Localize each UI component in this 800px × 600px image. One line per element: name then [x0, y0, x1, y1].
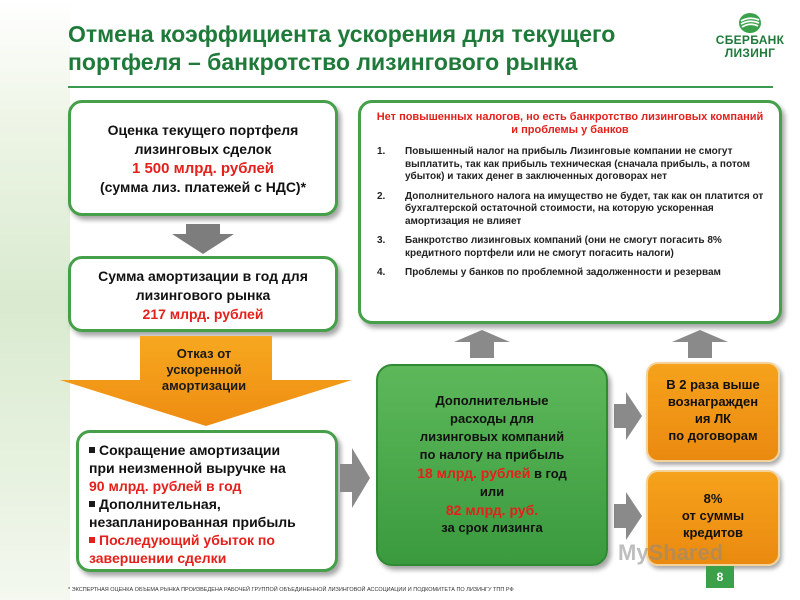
refusal-line-3: амортизации [161, 378, 247, 393]
gray-arrow-up-icon [672, 330, 728, 358]
expenses-line-2: расходы для [450, 411, 534, 426]
effect-1-line-1: Сокращение амортизации [99, 442, 281, 458]
expenses-line-7: за срок лизинга [441, 520, 543, 535]
bullet-square-icon [89, 501, 95, 507]
effect-item-3 [89, 531, 335, 549]
effect-3-line-1: Последующий убыток по [99, 532, 275, 548]
credit-line-3: кредитов [682, 525, 744, 540]
expenses-line-3: лизинговых компаний [419, 429, 565, 444]
title-line-1: Отмена коэффициента ускорения для текущего [68, 21, 616, 47]
bullet-square-icon [89, 537, 95, 543]
expenses-line-5: в год [530, 466, 567, 481]
title-line-2: портфеля – банкротство лизингового рынка [68, 49, 578, 75]
reward-line-2: вознагражден [667, 394, 759, 409]
expenses-line-4: по налогу на прибыль [419, 447, 565, 462]
effect-1-amount: 90 млрд. рублей в год [89, 478, 242, 494]
consequences-box [358, 100, 782, 324]
effect-2-line-1: Дополнительная, [99, 496, 221, 512]
gray-arrow-up-icon [454, 330, 510, 358]
amortization-sum-box [68, 256, 338, 332]
consequences-header: Нет повышенных налогов, но есть банкротство лизинговых компаний и проблемы у банков [376, 111, 764, 136]
reward-line-3: ия ЛК [694, 411, 732, 426]
refusal-line-2: ускоренной [166, 362, 242, 377]
sberbank-logo-icon [737, 12, 763, 34]
list-item-text: Дополнительного налога на имущество не будет, так как он платится от бухгалтерской остаточной стоимости, на которую ускоренная амортизация не влияет [405, 190, 764, 227]
portfolio-line-2: лизинговых сделок [134, 141, 272, 157]
effect-2-line-2: незапланированная прибыль [89, 514, 296, 530]
gray-arrow-down-icon [172, 224, 234, 254]
logo-text-line-2: ЛИЗИНГ [724, 46, 776, 60]
list-item-number: 4. [377, 267, 386, 278]
list-item-number: 2. [377, 190, 386, 202]
reward-line-1: В 2 раза выше [666, 377, 760, 392]
list-item-text: Банкротство лизинговых компаний (они не смогут погасить 8% кредитного портфели или не смогут погасить налоги) [405, 235, 722, 259]
gray-arrow-right-icon [614, 392, 642, 440]
credit-line-1: 8% [703, 491, 723, 506]
credit-line-2: от суммы [681, 508, 745, 523]
decorative-background [0, 0, 70, 600]
reward-box [646, 362, 780, 462]
page-number: 8 [706, 566, 734, 588]
effect-item-2 [89, 495, 335, 513]
list-item [375, 267, 765, 280]
logo-text-line-1: СБЕРБАНК [715, 33, 785, 47]
portfolio-line-1: Оценка текущего портфеля [107, 122, 299, 138]
title-divider [68, 86, 773, 88]
effect-1-line-2: при неизменной выручке на [89, 460, 286, 476]
consequences-list [375, 146, 765, 280]
list-item-text: Проблемы у банков по проблемной задолженности и резервам [405, 267, 721, 278]
amortization-line-2: лизингового рынка [135, 287, 271, 303]
effect-3-line-2: завершении сделки [89, 550, 227, 566]
gray-arrow-right-icon [340, 448, 370, 508]
bullet-square-icon [89, 447, 95, 453]
watermark: MyShared [618, 540, 724, 565]
effects-box [76, 430, 338, 572]
expenses-line-1: Дополнительные [435, 393, 549, 408]
list-item [375, 235, 765, 260]
amortization-line-1: Сумма амортизации в год для [98, 268, 308, 284]
list-item [375, 191, 765, 229]
list-item-number: 3. [377, 235, 386, 246]
expenses-line-6: или [479, 484, 505, 499]
page-title [68, 20, 708, 76]
portfolio-estimate-box [68, 100, 338, 216]
refusal-amortization-label [140, 346, 268, 394]
list-item-text: Повышенный налог на прибыль Лизинговые компании не смогут выплатить, так как прибыль техническая (сначала прибыль, а потом убыток) и таких денег в заключенных договорах нет [405, 146, 750, 182]
footnote: * ЭКСПЕРТНАЯ ОЦЕНКА ОБЪЕМА РЫНКА ПРОИЗВЕДЕНА РАБОЧЕЙ ГРУППОЙ ОБЪЕДИНЕННОЙ ЛИЗИНГОВОЙ АССОЦИАЦИИ И ПОДКОМИТЕТА ПО ЛИЗИНГУ ТПП РФ [68, 587, 514, 593]
reward-line-4: по договорам [668, 428, 758, 443]
gray-arrow-right-icon [614, 492, 642, 540]
portfolio-line-4: (сумма лиз. платежей с НДС)* [99, 179, 307, 195]
expenses-amount-1: 18 млрд. рублей [417, 465, 531, 481]
expenses-amount-2: 82 млрд. руб. [445, 502, 539, 518]
refusal-line-1: Отказ от [176, 346, 232, 361]
sberbank-leasing-logo [706, 12, 794, 70]
effect-item-1 [89, 441, 335, 459]
additional-expenses-box [376, 364, 608, 566]
list-item-number: 1. [377, 146, 386, 157]
list-item [375, 146, 765, 184]
amortization-amount: 217 млрд. рублей [142, 306, 264, 322]
portfolio-amount: 1 500 млрд. рублей [131, 160, 275, 177]
